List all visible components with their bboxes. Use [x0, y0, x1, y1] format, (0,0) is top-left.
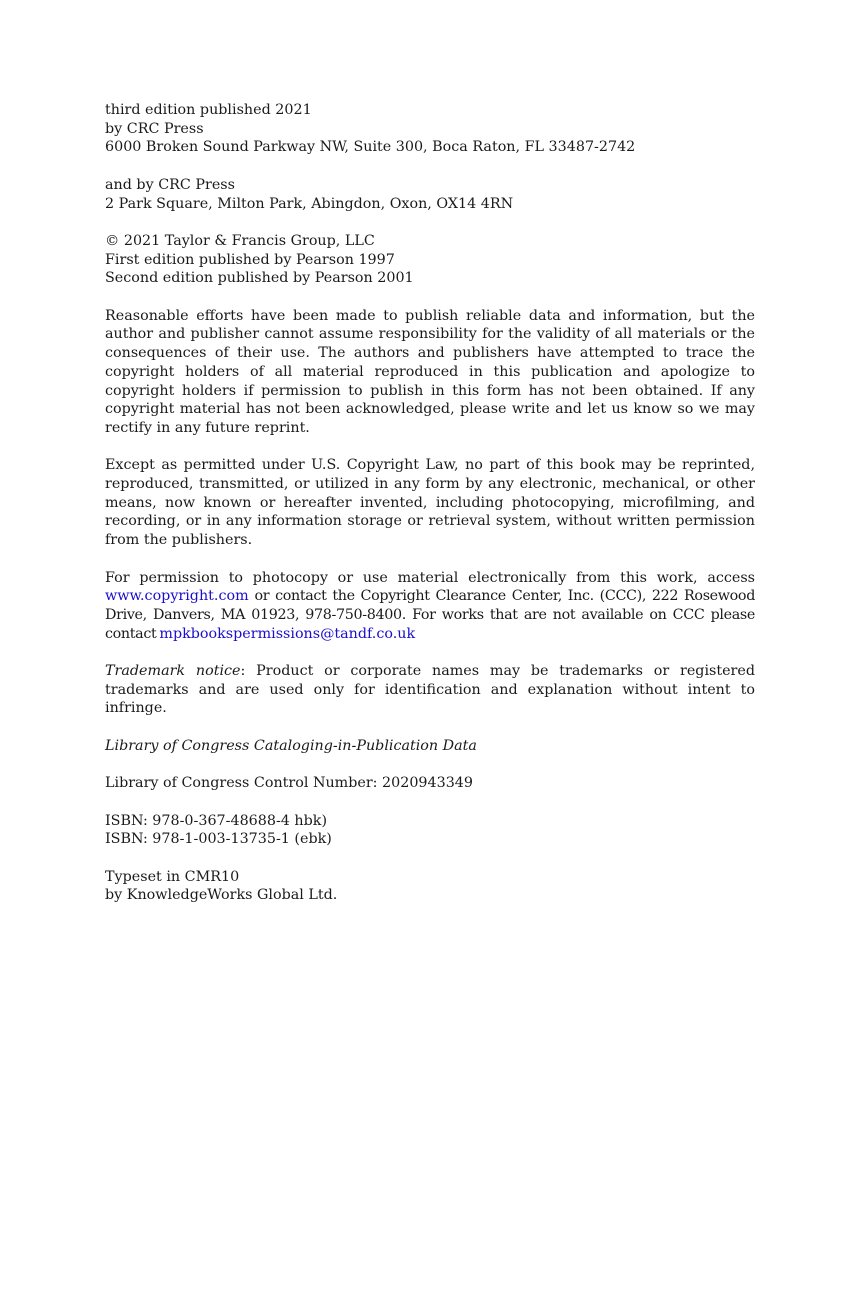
trademark-paragraph: [105, 662, 755, 718]
permissions-paragraph: [105, 569, 755, 644]
trademark-text: : Product or corporate names may be trademarks or registered trademarks and are used only for identification and explanation without intent to infringe.: [105, 663, 756, 717]
permissions-text-before: For permission to photocopy or use material electronically from this work, access: [105, 569, 755, 586]
publisher-line: by CRC Press: [105, 120, 204, 137]
isbn-ebk: ISBN: 978-1-003-13735-1 (ebk): [105, 831, 332, 848]
permissions-email-link[interactable]: mpkbookspermissions@tandf.co.uk: [159, 625, 416, 642]
edition-line: third edition published 2021: [105, 102, 312, 118]
typeset-line-1: Typeset in CMR10: [105, 868, 240, 885]
publication-block: [105, 101, 755, 157]
copyright-notice: © 2021 Taylor & Francis Group, LLC: [105, 232, 375, 249]
cataloging-heading-block: [105, 737, 755, 756]
permissions-text-middle: or contact the Copyright Clearance Center, Inc. (CCC), 222 Rosewood Drive, Danvers, MA 01923, 978-750-8400. For works that are not available on CCC please contact: [105, 588, 755, 642]
reproduction-paragraph: Except as permitted under U.S. Copyright Law, no part of this book may be reprinted, reproduced, transmitted, or utilized in any form by any electronic, mechanical, or other means, now known or hereafter invented, including photocopying, microfilming, and recording, or in any information storage or retrieval system, without written permission from the publishers.: [105, 457, 755, 549]
control-number: Library of Congress Control Number: 2020943349: [105, 775, 473, 792]
typeset-line-2: by KnowledgeWorks Global Ltd.: [105, 887, 338, 904]
typeset-block: [105, 868, 755, 905]
trademark-label: Trademark notice: [105, 663, 241, 679]
copyright-block: [105, 232, 755, 288]
copyright-website-link[interactable]: www.copyright.com: [105, 588, 249, 605]
isbn-hbk: ISBN: 978-0-367-48688-4 hbk): [105, 812, 328, 829]
publisher-address-us: 6000 Broken Sound Parkway NW, Suite 300, Boca Raton, FL 33487-2742: [105, 139, 636, 156]
disclaimer-paragraph: Reasonable efforts have been made to publish reliable data and information, but the author and publisher cannot assume responsibility for the validity of all materials or the consequences of their use. The authors and publishers have attempted to trace the copyright holders of all material reproduced in this publication and apologize to copyright holders if permission to publish in this form has not been obtained. If any copyright material has not been acknowledged, please write and let us know so we may rectify in any future reprint.: [105, 307, 755, 436]
control-number-block: [105, 774, 755, 793]
publisher-address-uk: 2 Park Square, Milton Park, Abingdon, Oxon, OX14 4RN: [105, 195, 514, 212]
second-edition-line: Second edition published by Pearson 2001: [105, 270, 414, 287]
and-by-line: and by CRC Press: [105, 176, 235, 193]
cataloging-heading: Library of Congress Cataloging-in-Publication Data: [105, 737, 477, 754]
isbn-block: [105, 812, 755, 849]
first-edition-line: First edition published by Pearson 1997: [105, 251, 395, 268]
copyright-page: [105, 101, 755, 905]
publisher-uk-block: [105, 176, 755, 213]
